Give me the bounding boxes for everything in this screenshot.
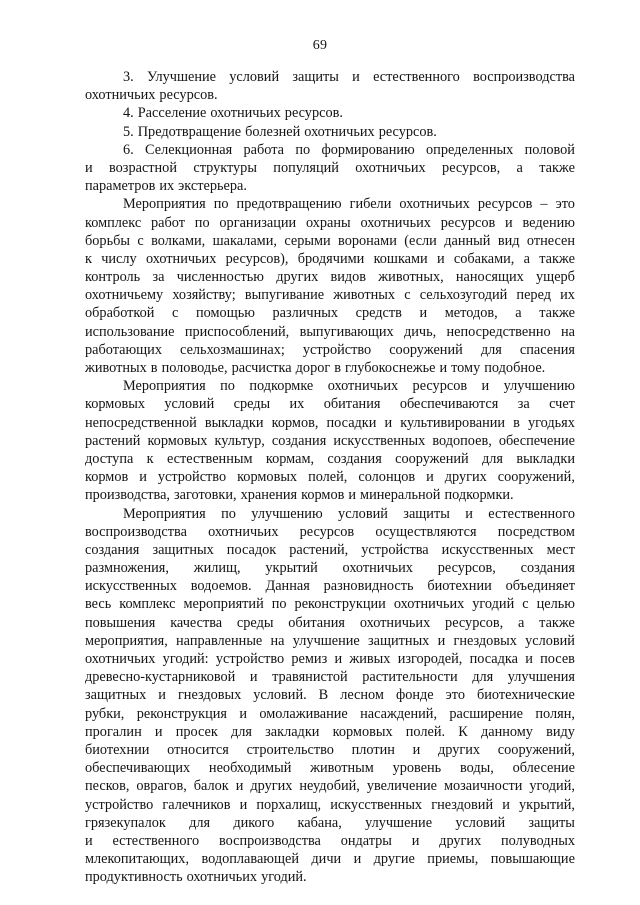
text-line: к числу охотничьих ресурсов), бродячими кошками и собаками, а также <box>85 250 575 267</box>
paragraph <box>85 505 575 887</box>
text-line: песков, оврагов, балок и других неудобий, увеличение мозаичности угодий, <box>85 778 575 795</box>
text-line: повышения качества среды обитания охотничьих ресурсов, а также <box>85 614 575 631</box>
text-line: искусственных водоемов. Данная разновидность биотехнии объединяет <box>85 578 575 595</box>
text-line: 6. Селекционная работа по формированию определенных половой <box>123 141 575 158</box>
paragraph <box>85 68 575 104</box>
paragraph <box>85 377 575 504</box>
paragraph <box>85 141 575 196</box>
paragraph <box>85 195 575 377</box>
text-line: использование приспособлений, выпугивающих дичь, непосредственно на <box>85 323 575 340</box>
text-line: животных в половодье, расчистка дорог в глубокоснежье и тому подобное. <box>85 360 546 376</box>
text-line: создания защитных посадок растений, устройства искусственных мест <box>85 541 575 558</box>
text-line: мероприятия, направленные на улучшение защитных и гнездовых условий <box>85 632 575 649</box>
text-line: охотничьих угодий: устройство ремиз и живых изгородей, посадка и посев <box>85 651 575 667</box>
text-line: размножения, жилищ, укрытий охотничьих ресурсов, создания <box>85 560 575 577</box>
text-line: продуктивность охотничьих угодий. <box>85 869 307 886</box>
text-line: борьбы с волками, шакалами, серыми воронами (если данный вид отнесен <box>85 232 575 249</box>
paragraph <box>85 104 575 122</box>
text-line: и возрастной структуры популяций охотничьих ресурсов, а также <box>85 159 575 176</box>
text-line: кормовых условий среды их обитания обеспечиваются за счет <box>85 396 575 413</box>
text-line: защитных и гнездовых условий. В лесном фонде это биотехнические <box>85 687 575 704</box>
text-line: кормов и устройство кормовых полей, солонцов и других сооружений, <box>85 469 575 486</box>
text-line: охотничьих ресурсов. <box>85 87 218 104</box>
text-line: Мероприятия по подкормке охотничьих ресурсов и улучшению <box>123 378 575 395</box>
text-line: млекопитающих, водоплавающей дичи и другие приемы, повышающие <box>85 851 575 868</box>
document-body <box>85 68 575 886</box>
text-line: контроль за численностью других видов животных, наносящих ущерб <box>85 269 575 286</box>
text-line: 4. Расселение охотничьих ресурсов. <box>123 105 343 122</box>
text-line: обработкой с помощью различных средств и методов, а также <box>85 305 575 322</box>
paragraph <box>85 123 575 141</box>
text-line: работающих сельхозмашинах; устройство сооружений для спасения <box>85 341 575 358</box>
text-line: рубки, реконструкция и омолаживание насаждений, расширение полян, <box>85 705 575 722</box>
text-line: Мероприятия по предотвращению гибели охотничьих ресурсов – это <box>123 196 575 213</box>
text-line: воспроизводства охотничьих ресурсов осуществляются посредством <box>85 523 575 540</box>
text-line: и естественного воспроизводства ондатры и других полуводных <box>85 832 575 849</box>
text-line: прогалин и просек для закладки кормовых полей. К данному виду <box>85 723 575 740</box>
text-line: параметров их экстерьера. <box>85 178 247 195</box>
text-line: непосредственной выкладки кормов, посадки и культивировании в угодьях <box>85 414 575 431</box>
page-number: 69 <box>312 38 328 53</box>
text-line: растений кормовых культур, создания искусственных водопоев, обеспечение <box>85 432 575 449</box>
text-line: устройство галечников и порхалищ, искусственных гнездовий и укрытий, <box>85 796 575 813</box>
text-line: древесно-кустарниковой и травянистой растительности для улучшения <box>85 669 575 686</box>
text-line: комплекс работ по организации охраны охотничьих ресурсов и ведению <box>85 214 575 231</box>
text-line: производства, заготовки, хранения кормов и минеральной подкормки. <box>85 487 514 504</box>
text-line: доступа к естественным кормам, создания сооружений для выкладки <box>85 450 575 467</box>
text-line: 5. Предотвращение болезней охотничьих ресурсов. <box>123 123 437 140</box>
text-line: обеспечивающих необходимый животным уровень воды, облесение <box>85 760 575 777</box>
text-line: 3. Улучшение условий защиты и естественного воспроизводства <box>123 69 575 85</box>
text-line: охотничьему хозяйству; выпугивание животных с сельхозугодий перед их <box>85 287 575 304</box>
text-line: Мероприятия по улучшению условий защиты и естественного <box>123 505 575 522</box>
text-line: биотехнии относится строительство плотин и других сооружений, <box>85 741 575 758</box>
text-line: грязекупалок для дикого кабана, улучшение условий защиты <box>85 814 575 831</box>
text-line: весь комплекс мероприятий по реконструкции охотничьих угодий с целью <box>85 596 575 613</box>
